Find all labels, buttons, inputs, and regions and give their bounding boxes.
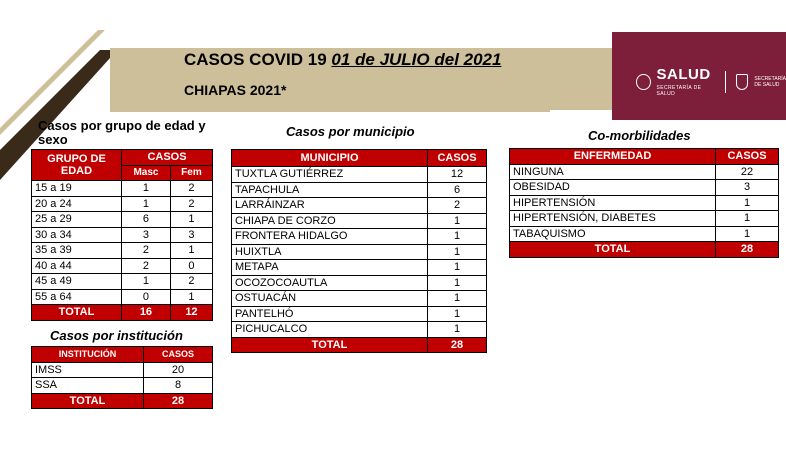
table-row: FRONTERA HIDALGO 1 [232,229,487,245]
col-header-cases: CASOS [716,149,779,165]
institution-table [31,346,213,409]
logo-sub: SECRETARÍA DE SALUD [656,85,702,97]
title-prefix: CASOS COVID 19 [184,50,332,69]
table-row: IMSS 20 [32,362,213,378]
table-row: CHIAPA DE CORZO 1 [232,213,487,229]
municipio-table [231,149,487,353]
table-row: METAPA 1 [232,260,487,276]
table-row: SSA 8 [32,378,213,394]
table-row: PANTELHÓ 1 [232,306,487,322]
col-header-municipio: MUNICIPIO [232,150,428,167]
chiapas-crest-icon [736,74,749,90]
table-row: HIPERTENSIÓN, DIABETES 1 [510,211,779,227]
logo-separator [725,71,726,93]
page-title [184,50,501,70]
eagle-seal-icon [636,74,651,90]
table-row: 30 a 34 3 3 [32,227,213,243]
table-row: TABAQUISMO 1 [510,226,779,242]
page-subtitle: CHIAPAS 2021* [184,82,287,98]
table-row: 20 a 24 1 2 [32,196,213,212]
col-header-enfermedad: ENFERMEDAD [510,149,716,165]
table-row: 55 a 64 0 1 [32,289,213,305]
logo-right-text: SECRETARÍA DE SALUD [754,75,786,88]
comorb-table-title: Co-morbilidades [588,128,691,143]
col-header-cases: CASOS [144,347,213,363]
col-header-cases: CASOS [122,150,213,166]
age-table-title: Casos por grupo de edad y sexo [38,118,206,147]
table-row: TUXTLA GUTIÉRREZ 12 [232,167,487,183]
table-row: OCOZOCOAUTLA 1 [232,275,487,291]
total-row: TOTAL 28 [32,393,213,409]
table-row: 15 a 19 1 2 [32,181,213,197]
table-row: TAPACHULA 6 [232,182,487,198]
municipio-table-title: Casos por municipio [286,124,415,139]
table-row: 35 a 39 2 1 [32,243,213,259]
col-header-masc: Masc [122,165,171,181]
table-row: HIPERTENSIÓN 1 [510,195,779,211]
age-group-table [31,149,213,321]
institution-table-title: Casos por institución [50,328,183,343]
salud-logo [636,66,786,97]
table-row: OBESIDAD 3 [510,180,779,196]
table-row: NINGUNA 22 [510,164,779,180]
logo-word: SALUD [656,66,711,83]
table-row: 40 a 44 2 0 [32,258,213,274]
col-header-fem: Fem [170,165,212,181]
col-header-group: GRUPO DE EDAD [32,150,122,181]
table-row: PICHUCALCO 1 [232,322,487,338]
col-header-institution: INSTITUCIÓN [32,347,144,363]
table-row: 45 a 49 1 2 [32,274,213,290]
table-row: HUIXTLA 1 [232,244,487,260]
comorbidity-table [509,148,779,258]
title-band-underline [110,108,550,112]
table-row: 25 a 29 6 1 [32,212,213,228]
total-row: TOTAL 16 12 [32,305,213,321]
total-row: TOTAL 28 [232,337,487,353]
table-row: OSTUACÁN 1 [232,291,487,307]
col-header-cases: CASOS [428,150,487,167]
total-row: TOTAL 28 [510,242,779,258]
table-row: LARRÁINZAR 2 [232,198,487,214]
title-date: 01 de JULIO del 2021 [331,50,502,69]
